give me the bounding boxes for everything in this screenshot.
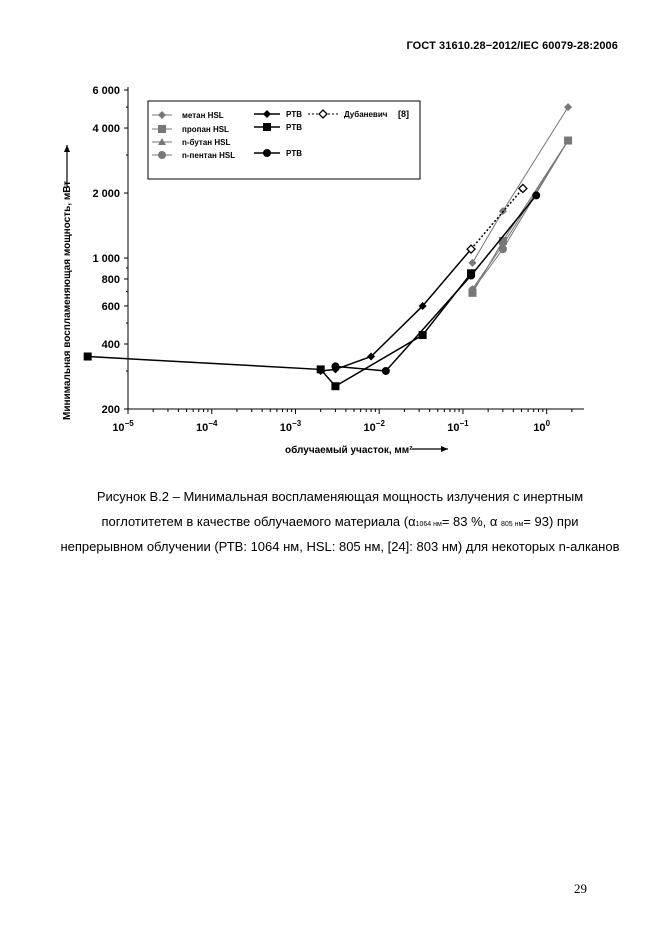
data-point: [468, 286, 476, 294]
y-tick-label: 800: [101, 273, 120, 286]
legend-label: Дубаневич: [344, 110, 388, 119]
data-point: [532, 191, 540, 199]
x-axis-arrowhead: [441, 446, 448, 452]
y-tick-label: 2 000: [92, 188, 120, 201]
series-line: [471, 188, 523, 249]
data-point: [331, 382, 339, 390]
legend-reference: [8]: [398, 109, 409, 119]
chart-legend: [148, 101, 420, 179]
y-tick-label: 200: [101, 404, 120, 416]
data-point: [499, 245, 507, 253]
data-point: [468, 259, 476, 267]
series-line: [472, 107, 568, 263]
series-line: [88, 273, 471, 386]
data-point: [519, 184, 527, 192]
x-tick-label: $10^0$: [533, 419, 551, 434]
y-tick-label: 1 000: [92, 253, 120, 266]
y-axis-arrowhead: [64, 145, 70, 152]
legend-label: пропан HSL: [182, 125, 229, 134]
legend-marker: [263, 123, 271, 131]
document-header: ГОСТ 31610.28−2012/IEC 60079-28:2006: [406, 40, 618, 52]
page-number: 29: [574, 881, 587, 896]
data-point: [382, 367, 390, 375]
x-tick-label: $10^{-4}$: [196, 419, 218, 434]
legend-marker: [158, 125, 166, 133]
legend-label: PTB: [286, 123, 302, 132]
data-point: [317, 365, 325, 373]
x-tick-label: $10^{-2}$: [363, 419, 385, 434]
x-tick-label: $10^{-5}$: [112, 419, 134, 434]
legend-label: метан HSL: [182, 111, 224, 120]
data-point: [564, 103, 572, 111]
y-tick-label: 6 000: [92, 85, 120, 97]
legend-marker: [158, 151, 166, 159]
x-tick-label: $10^{-3}$: [279, 419, 302, 434]
data-point: [331, 362, 339, 370]
figure-caption-line1: Рисунок В.2 – Минимальная воспламеняющая мощность излучения с инертным: [96, 489, 584, 504]
y-tick-label: 4 000: [92, 123, 120, 136]
series-line: [321, 249, 471, 371]
x-tick-label: $10^{-1}$: [447, 419, 469, 434]
legend-label: PTB: [286, 110, 302, 119]
y-axis-title: Минимальная воспламеняющая мощность, мВт: [62, 180, 73, 420]
y-tick-label: 400: [101, 338, 120, 351]
legend-label: n-пентан HSL: [182, 151, 236, 160]
legend-marker: [263, 149, 271, 157]
data-point: [84, 353, 92, 361]
legend-label: PTB: [286, 149, 302, 158]
figure-caption-line3: непрерывном облучении (РТВ: 1064 нм, HSL: 805 нм, [24]: 803 нм) для некоторых n-алканов: [60, 539, 620, 554]
series-4: [317, 245, 475, 375]
series-5: [84, 269, 475, 390]
series-6: [331, 191, 540, 375]
figure-caption-line2: поглотитетем в качестве облучаемого материала (α1064 нм= 83 %, α 805 нм= 93) при: [101, 514, 579, 529]
x-axis-title: облучаемый участок, мм²: [285, 445, 413, 456]
legend-label: n-бутан HSL: [182, 138, 231, 147]
series-line: [335, 195, 536, 371]
y-tick-label: 600: [101, 300, 120, 313]
series-0: [468, 103, 572, 267]
data-point: [467, 272, 475, 280]
data-point: [564, 137, 572, 145]
